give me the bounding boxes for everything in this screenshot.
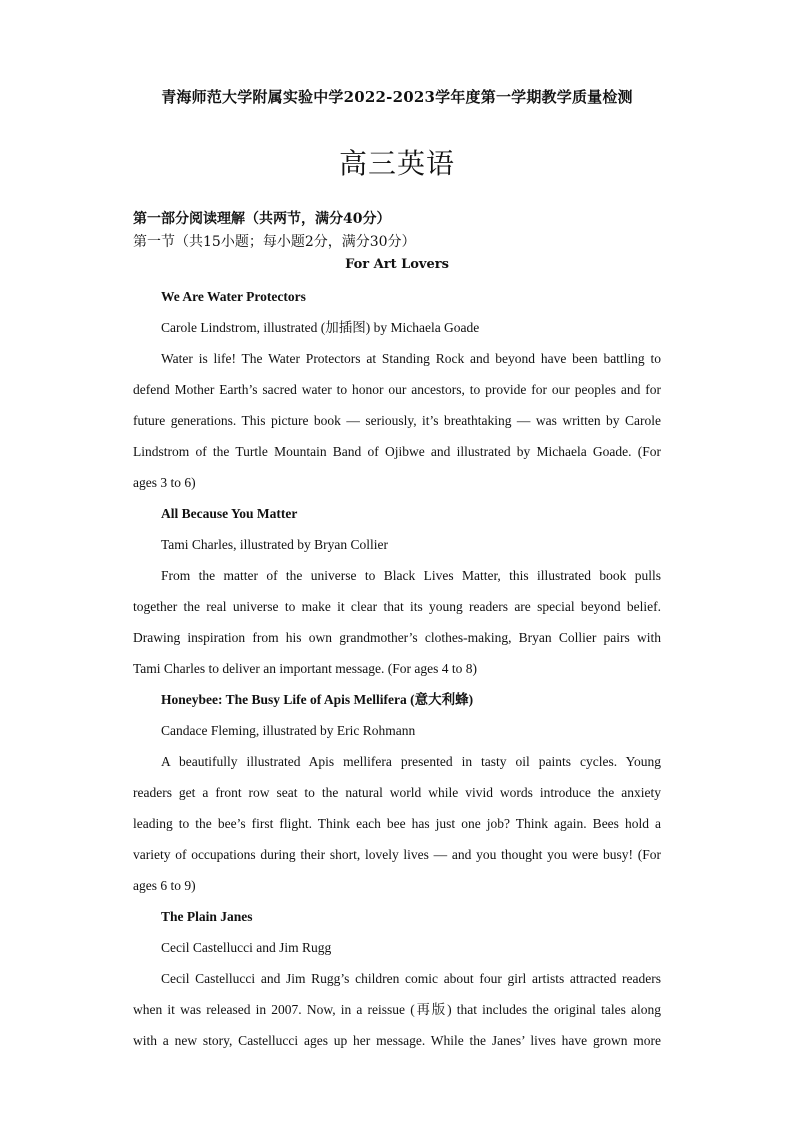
text-line: together the real universe to make it clear that its young readers are special beyond belief. — [133, 599, 661, 614]
text-line: From the matter of the universe to Black Lives Matter, this illustrated book pulls — [161, 568, 661, 583]
passage-body — [133, 281, 661, 1056]
text-line: Tami Charles to deliver an important message. (For ages 4 to 8) — [133, 661, 477, 676]
text-line: readers get a front row seat to the natural world while vivid words introduce the anxiety — [133, 785, 661, 800]
text-line: Lindstrom of the Turtle Mountain Band of Ojibwe and illustrated by Michaela Goade. (For — [133, 444, 661, 459]
part-title: 第一部分阅读理解（共两节，满分40分） — [133, 211, 391, 227]
text-line: with a new story, Castellucci ages up her message. While the Janes’ lives have grown more — [133, 1033, 661, 1048]
text-line: Carole Lindstrom, illustrated (加插图) by Michaela Goade — [161, 320, 480, 335]
text-line: Drawing inspiration from his own grandmother’s clothes-making, Bryan Collier pairs with — [133, 630, 661, 645]
text-line: future generations. This picture book — seriously, it’s breathtaking — was written by Carole — [133, 413, 661, 428]
passage-title: For Art Lovers — [345, 257, 449, 272]
text-line: A beautifully illustrated Apis mellifera presented in tasty oil paints cycles. Young — [161, 754, 661, 769]
text-line: Cecil Castellucci and Jim Rugg’s children comic about four girl artists attracted readers — [161, 971, 661, 986]
school-header: 青海师范大学附属实验中学2022-2023学年度第一学期教学质量检测 — [161, 88, 633, 106]
exam-subject-title: 高三英语 — [338, 147, 455, 180]
section-instructions: 第一节（共15小题；每小题2分，满分30分） — [133, 234, 416, 250]
text-line: variety of occupations during their short, lovely lives — and you thought you were busy! (For — [133, 847, 661, 862]
text-line: ages 3 to 6) — [133, 475, 196, 490]
text-line: when it was released in 2007. Now, in a reissue (再版) that includes the original tales along — [133, 1002, 661, 1017]
text-line: All Because You Matter — [161, 506, 298, 521]
text-line: ages 6 to 9) — [133, 878, 196, 893]
text-line: defend Mother Earth’s sacred water to honor our ancestors, to provide for our peoples and for — [133, 382, 661, 397]
text-line: Candace Fleming, illustrated by Eric Rohmann — [161, 723, 416, 738]
text-line: Tami Charles, illustrated by Bryan Collier — [161, 537, 389, 552]
text-line: leading to the bee’s first flight. Think each bee has just one job? Think again. Bees hold a — [133, 816, 661, 831]
text-line: Water is life! The Water Protectors at Standing Rock and beyond have been battling to — [161, 351, 661, 366]
text-line: Cecil Castellucci and Jim Rugg — [161, 940, 332, 955]
text-line: We Are Water Protectors — [161, 289, 306, 304]
text-line: Honeybee: The Busy Life of Apis Mellifera (意大利蜂) — [161, 692, 474, 707]
text-line: The Plain Janes — [161, 909, 253, 924]
